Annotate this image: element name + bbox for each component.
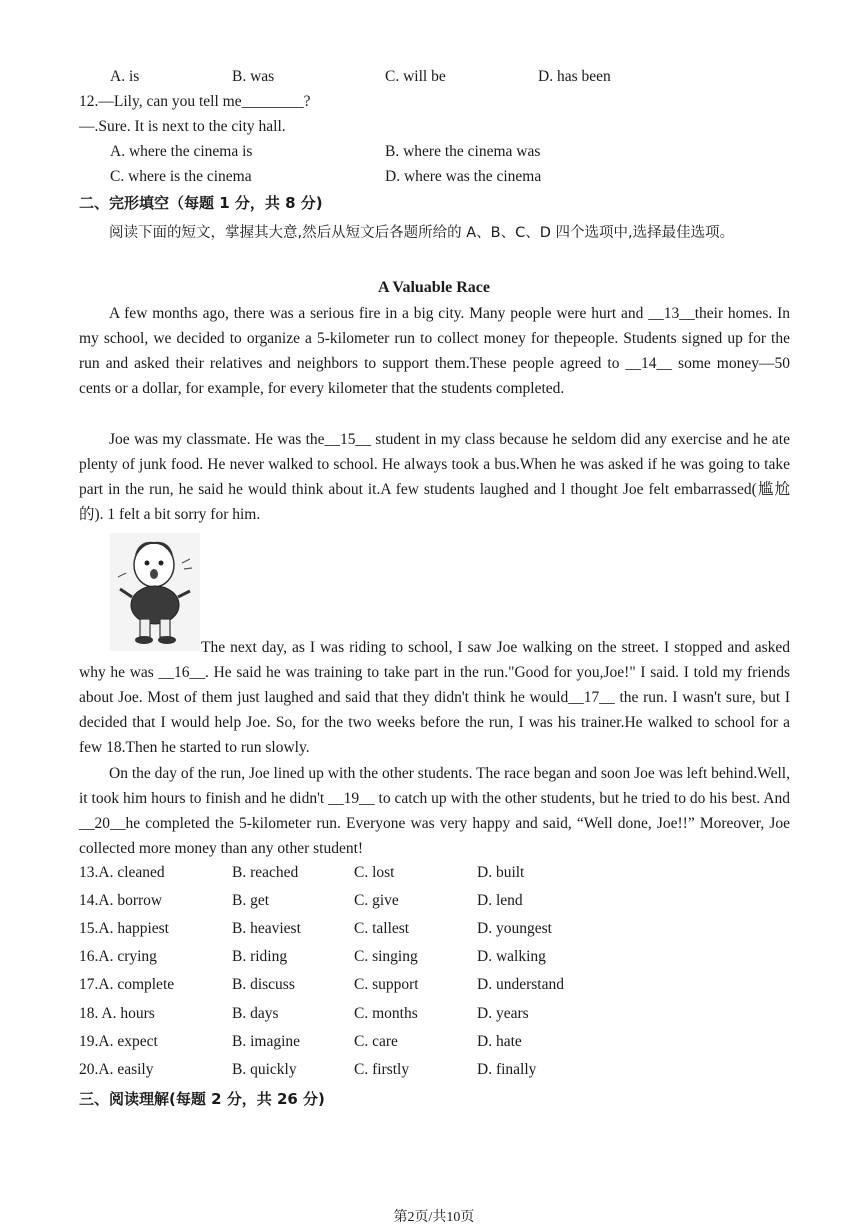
option-a: 15.A. happiest [79,920,169,937]
boy-running-drawing [110,533,200,651]
option-d: D. lend [477,892,523,909]
passage-paragraph-3 [79,635,790,760]
cloze-question-15 [79,919,679,939]
cloze-question-18 [79,1004,679,1024]
option-c: C. months [354,1005,418,1022]
q11-option-b: B. was [232,68,275,85]
option-b: B. get [232,892,270,909]
q12-stem: 12.—Lily, can you tell me________? [79,93,311,110]
cloze-question-16 [79,947,679,967]
option-b: B. days [232,1005,279,1022]
option-a: 18. A. hours [79,1005,155,1022]
q11-option-c: C. will be [385,68,446,85]
option-a: 17.A. complete [79,976,175,993]
option-d: D. finally [477,1061,537,1078]
option-c: C. give [354,892,399,909]
option-b: B. riding [232,948,288,965]
option-c: C. singing [354,948,418,965]
section2-heading: 二、完形填空（每题 1 分，共 8 分) [79,194,323,212]
option-b: B. heaviest [232,920,301,937]
option-d: D. hate [477,1033,522,1050]
q12-option-a: A. where the cinema is [110,143,253,160]
option-a: 19.A. expect [79,1033,158,1050]
option-c: C. care [354,1033,398,1050]
option-b: B. discuss [232,976,295,993]
passage-paragraph-4: On the day of the run, Joe lined up with the other students. The race began and soon Joe was left behind.Well, it took him hours to finish and he didn't __19__ to catch up with the other students, but he tried to do his best. And __20__he completed the 5-kilometer run. Everyone was very happy and said, “Well done, Joe!!” Moreover, Joe collected more money than any other student! [79,765,790,857]
cloze-question-13 [79,863,679,883]
option-c: C. support [354,976,419,993]
q12-answer-line: —.Sure. It is next to the city hall. [79,118,286,135]
page-number-footer: 第2页/共10页 [393,1210,475,1225]
option-b: B. imagine [232,1033,301,1050]
option-c: C. firstly [354,1061,410,1078]
cloze-question-14 [79,891,679,911]
section2-instruction: 阅读下面的短文，掌握其大意,然后从短文后各题所给的 A、B、C、D 四个选项中,选择最佳选项。 [109,225,735,241]
boy-running-illustration [110,533,200,651]
option-b: B. quickly [232,1061,297,1078]
passage-paragraph-1: A few months ago, there was a serious fire in a big city. Many people were hurt and __13__their homes. In my school, we decided to organize a 5-kilometer run to collect money for thepeople. Students signed up for the run and asked their relatives and neighbors to support them.These people agreed to __14__ some money—50 cents or a dollar, for example, for every kilometer that the students completed. [79,305,790,397]
option-d: D. youngest [477,920,552,937]
option-c: C. tallest [354,920,410,937]
option-d: D. understand [477,976,564,993]
option-d: D. walking [477,948,546,965]
q11-option-d: D. has been [538,68,611,85]
option-a: 16.A. crying [79,948,157,965]
option-d: D. years [477,1005,529,1022]
option-a: 20.A. easily [79,1061,154,1078]
passage-paragraph-2: Joe was my classmate. He was the__15__ student in my class because he seldom did any exercise and he ate plenty of junk food. He never walked to school. He always took a bus.When he was asked if he was going to take part in the run, he said he would think about it.A few students laughed and l thought Joe felt embarrassed(尴尬的). 1 felt a bit sorry for him. [79,431,790,523]
cloze-question-20 [79,1060,679,1080]
option-b: B. reached [232,864,299,881]
q12-option-b: B. where the cinema was [385,143,541,160]
option-a: 13.A. cleaned [79,864,165,881]
option-a: 14.A. borrow [79,892,163,909]
q12-option-c: C. where is the cinema [110,168,252,185]
q11-option-a: A. is [110,68,140,85]
cloze-question-19 [79,1032,679,1052]
option-c: C. lost [354,864,395,881]
option-d: D. built [477,864,525,881]
q12-option-d: D. where was the cinema [385,168,542,185]
cloze-question-17 [79,975,679,995]
section3-heading: 三、阅读理解(每题 2 分，共 26 分) [79,1090,325,1108]
passage-title: A Valuable Race [377,279,490,296]
passage-paragraph-3-text: The next day, as I was riding to school, I saw Joe walking on the street. I stopped and asked why he was __16__. He said he was training to take part in the run."Good for you,Joe!" I said. I told my friends about Joe. Most of them just laughed and said that they didn't think he would__17__ the run. I wasn't sure, but I decided that I would help Joe. So, for the two weeks before the run, I was his trainer.He walked to school for a few 18.Then he started to run slowly. [79,639,790,756]
